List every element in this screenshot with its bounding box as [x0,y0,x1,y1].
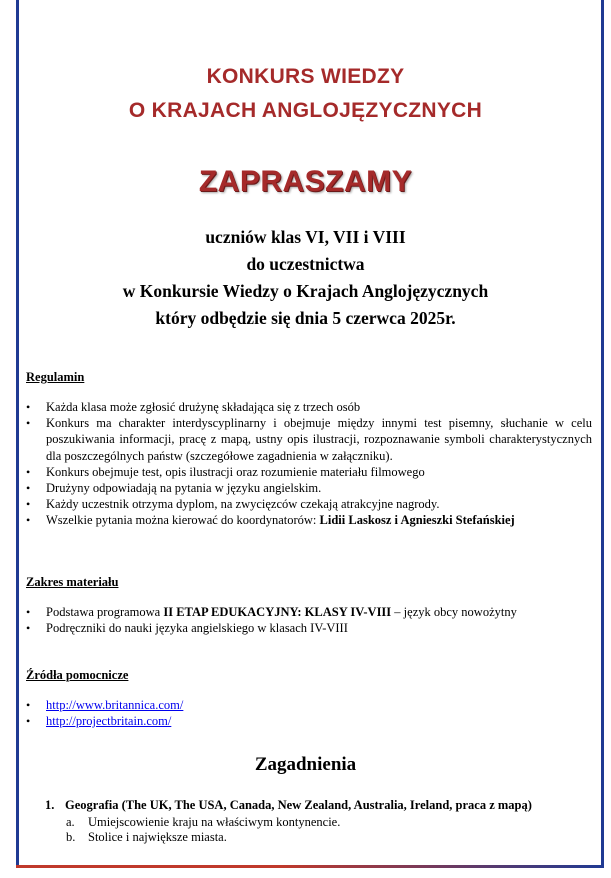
invite-heading: ZAPRASZAMY [198,165,413,198]
list-item: • Każdy uczestnik otrzyma dyplom, na zwycięzców czekają atrakcyjne nagrody. [26,496,592,512]
section-heading-zrodla: Źródła pomocnicze [26,668,129,682]
list-item: • Podstawa programowa II ETAP EDUKACYJNY: KLASY IV-VIII – język obcy nowożytny [26,604,592,620]
topic-number: 1. [45,798,55,812]
section-heading-regulamin: Regulamin [26,370,85,384]
list-item: • Podręczniki do nauki języka angielskiego w klasach IV-VIII [26,620,592,636]
section-heading-zakres: Zakres materiału [26,575,119,589]
subtopic-a: a. Umiejscowienie kraju na właściwym kontynencie. [66,815,341,829]
regulamin-list [26,399,592,529]
sources-list [26,697,592,729]
list-item: • Konkurs obejmuje test, opis ilustracji oraz rozumienie materiału filmowego [26,464,592,480]
intro-block [0,224,611,332]
coordinators-names: Lidii Laskosz i Agnieszki Stefańskiej [319,513,515,528]
topic-item-1 [45,798,532,813]
zakres-list [26,604,592,636]
intro-line: który odbędzie się dnia 5 czerwca 2025r. [155,308,456,328]
projectbritain-link[interactable]: http://projectbritain.com/ [46,714,172,729]
intro-line: uczniów klas VI, VII i VIII [205,227,406,247]
list-item: • Konkurs ma charakter interdyscyplinarny i obejmuje między innymi test pisemny, słuchanie w celu poszukiwania informacji, pracę z mapą, ustny opis ilustracji, rozpoznawanie symboli charakterystycznych dla poszczególnych państw (szczegółowe zagadnienia w załączniku). [26,415,592,464]
list-item: • Każda klasa może zgłosić drużynę składająca się z trzech osób [26,399,592,415]
britannica-link[interactable]: http://www.britannica.com/ [46,698,184,712]
intro-line: do uczestnictwa [246,254,365,274]
subtopic-b: b. Stolice i największe miasta. [66,830,227,844]
list-item: • Wszelkie pytania można kierować do koordynatorów: Lidii Laskosz i Agnieszki Stefańskiej [26,512,592,528]
topics-heading: Zagadnienia [254,754,357,775]
intro-line: w Konkursie Wiedzy o Krajach Anglojęzycznych [122,281,489,301]
list-item: • Drużyny odpowiadają na pytania w języku angielskim. [26,480,592,496]
contest-title-line2: O KRAJACH ANGLOJĘZYCZNYCH [128,99,483,122]
list-item [26,713,592,729]
contest-title-line1: KONKURS WIEDZY [206,65,405,88]
list-item [26,697,592,713]
topic-text: Geografia (The UK, The USA, Canada, New Zealand, Australia, Ireland, praca z mapą) [65,798,532,812]
